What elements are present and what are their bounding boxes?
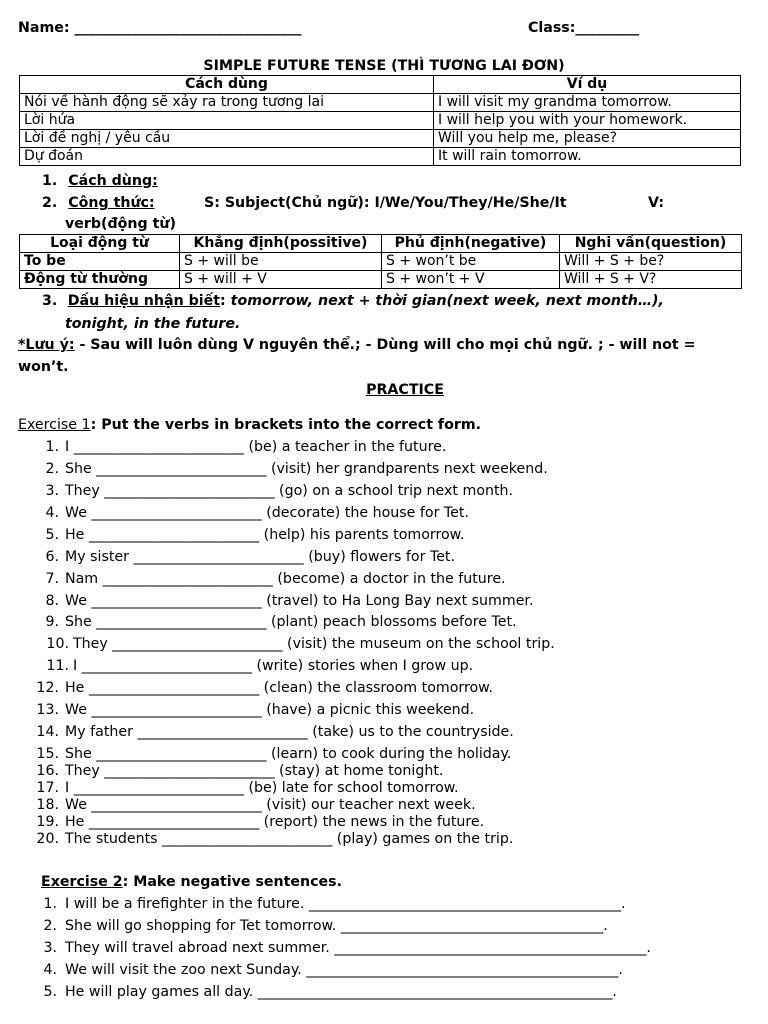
subject-definition: S: Subject(Chủ ngữ): I/We/You/They/He/She/It [204, 195, 567, 211]
item-text: He ________________________ (clean) the classroom tomorrow. [65, 680, 493, 696]
exercise-2-heading [41, 874, 342, 890]
section-label: Dấu hiệu nhận biết [67, 293, 221, 309]
column-header: Cách dùng [20, 76, 434, 94]
table-row [20, 148, 741, 166]
item-number: 16. [36, 763, 59, 779]
item-number: 9. [45, 614, 59, 630]
item-number: 15. [36, 746, 59, 762]
class-field: Class:_________ [528, 20, 640, 36]
verb-type-cell: Động từ thường [20, 271, 180, 289]
item-text: She ________________________ (visit) her grandparents next weekend. [65, 461, 548, 477]
column-header: Khẳng định(possitive) [180, 235, 382, 253]
exercise-label: Exercise 1 [18, 417, 91, 433]
item-text: She ________________________ (plant) peach blossoms before Tet. [65, 614, 517, 630]
item-number: 1. [43, 896, 57, 912]
note-label: *Lưu ý: [18, 337, 75, 353]
item-text: They will travel abroad next summer. ____________________________________________. [65, 940, 651, 956]
item-text: We ________________________ (have) a picnic this weekend. [65, 702, 475, 718]
section-colon: : [220, 293, 226, 309]
usage-cell: Lời hứa [20, 112, 434, 130]
example-cell: Will you help me, please? [434, 130, 741, 148]
column-header: Nghi vấn(question) [560, 235, 742, 253]
item-text: He ________________________ (report) the news in the future. [65, 814, 485, 830]
item-text: I ________________________ (write) stories when I grow up. [73, 658, 474, 674]
table-row [20, 112, 741, 130]
item-number: 1. [45, 439, 59, 455]
item-number: 10. [46, 636, 69, 652]
item-number: 5. [45, 527, 59, 543]
item-text: I ________________________ (be) a teacher in the future. [65, 439, 447, 455]
exercise-1-heading [18, 417, 481, 433]
item-number: 5. [43, 984, 57, 1000]
item-text: The students ________________________ (play) games on the trip. [65, 831, 514, 847]
section-number: 3. [42, 293, 58, 309]
table-row [20, 130, 741, 148]
section-formula [42, 195, 155, 211]
verb-type-cell: To be [20, 253, 180, 271]
usage-cell: Dự đoán [20, 148, 434, 166]
note [18, 337, 696, 353]
name-field: Name: ________________________________ [18, 20, 302, 36]
item-number: 7. [45, 571, 59, 587]
column-header: Ví dụ [434, 76, 741, 94]
item-number: 4. [43, 962, 57, 978]
item-number: 17. [36, 780, 59, 796]
section-number: 1. [42, 173, 58, 189]
exercise-label: Exercise 2 [41, 874, 123, 890]
item-number: 3. [43, 940, 57, 956]
usage-cell: Nói về hành động sẽ xảy ra trong tương lai [20, 94, 434, 112]
table-row [20, 271, 742, 289]
item-text: He will play games all day. __________________________________________________. [65, 984, 617, 1000]
section-usage [42, 173, 158, 189]
signal-words-cont: tonight, in the future. [65, 316, 241, 332]
example-cell: I will help you with your homework. [434, 112, 741, 130]
item-text: We ________________________ (decorate) the house for Tet. [65, 505, 469, 521]
item-text: They ________________________ (stay) at home tonight. [65, 763, 444, 779]
usage-table [19, 75, 741, 166]
item-text: She ________________________ (learn) to cook during the holiday. [65, 746, 512, 762]
item-number: 4. [45, 505, 59, 521]
formula-table [19, 234, 742, 289]
exercise-instruction: : Put the verbs in brackets into the correct form. [90, 417, 482, 433]
example-cell: I will visit my grandma tomorrow. [434, 94, 741, 112]
note-text-cont: won’t. [18, 359, 69, 375]
question-cell: Will + S + V? [560, 271, 742, 289]
practice-heading: PRACTICE [366, 382, 444, 398]
negative-cell: S + won’t + V [382, 271, 560, 289]
item-text: My father ________________________ (take) us to the countryside. [65, 724, 514, 740]
item-number: 11. [46, 658, 69, 674]
table-row [20, 94, 741, 112]
item-number: 18. [36, 797, 59, 813]
item-number: 12. [36, 680, 59, 696]
usage-cell: Lời đề nghị / yêu cầu [20, 130, 434, 148]
usage-table-header [20, 76, 741, 94]
item-text: My sister ________________________ (buy) flowers for Tet. [65, 549, 455, 565]
exercise-instruction: : Make negative sentences. [122, 874, 342, 890]
section-number: 2. [42, 195, 58, 211]
positive-cell: S + will + V [180, 271, 382, 289]
item-text: We will visit the zoo next Sunday. ____________________________________________. [65, 962, 623, 978]
verb-label: V: [648, 195, 665, 211]
item-text: Nam ________________________ (become) a doctor in the future. [65, 571, 506, 587]
item-text: I will be a firefighter in the future. ____________________________________________. [65, 896, 626, 912]
item-text: I ________________________ (be) late for school tomorrow. [65, 780, 459, 796]
note-text: - Sau will luôn dùng V nguyên thể.; - Dùng will cho mọi chủ ngữ. ; - will not = [74, 337, 696, 353]
item-text: They ________________________ (visit) the museum on the school trip. [73, 636, 555, 652]
verb-definition: verb(động từ) [65, 216, 176, 232]
item-number: 14. [36, 724, 59, 740]
item-text: He ________________________ (help) his parents tomorrow. [65, 527, 465, 543]
table-row [20, 253, 742, 271]
item-number: 20. [36, 831, 59, 847]
formula-table-header [20, 235, 742, 253]
item-number: 19. [36, 814, 59, 830]
section-label: Cách dùng: [68, 173, 158, 189]
column-header: Phủ định(negative) [382, 235, 560, 253]
negative-cell: S + won’t be [382, 253, 560, 271]
example-cell: It will rain tomorrow. [434, 148, 741, 166]
positive-cell: S + will be [180, 253, 382, 271]
item-number: 8. [45, 593, 59, 609]
item-text: We ________________________ (visit) our teacher next week. [65, 797, 476, 813]
item-text: We ________________________ (travel) to Ha Long Bay next summer. [65, 593, 534, 609]
column-header: Loại động từ [20, 235, 180, 253]
section-label: Công thức: [68, 195, 155, 211]
item-text: They ________________________ (go) on a school trip next month. [65, 483, 514, 499]
item-number: 3. [45, 483, 59, 499]
item-number: 13. [36, 702, 59, 718]
worksheet-title: SIMPLE FUTURE TENSE (THÌ TƯƠNG LAI ĐƠN) [203, 58, 565, 74]
item-number: 2. [43, 918, 57, 934]
section-signals [42, 293, 664, 309]
item-text: She will go shopping for Tet tomorrow. _____________________________________. [65, 918, 608, 934]
item-number: 6. [45, 549, 59, 565]
item-number: 2. [45, 461, 59, 477]
question-cell: Will + S + be? [560, 253, 742, 271]
signal-words: tomorrow, next + thời gian(next week, next month…), [225, 293, 664, 309]
